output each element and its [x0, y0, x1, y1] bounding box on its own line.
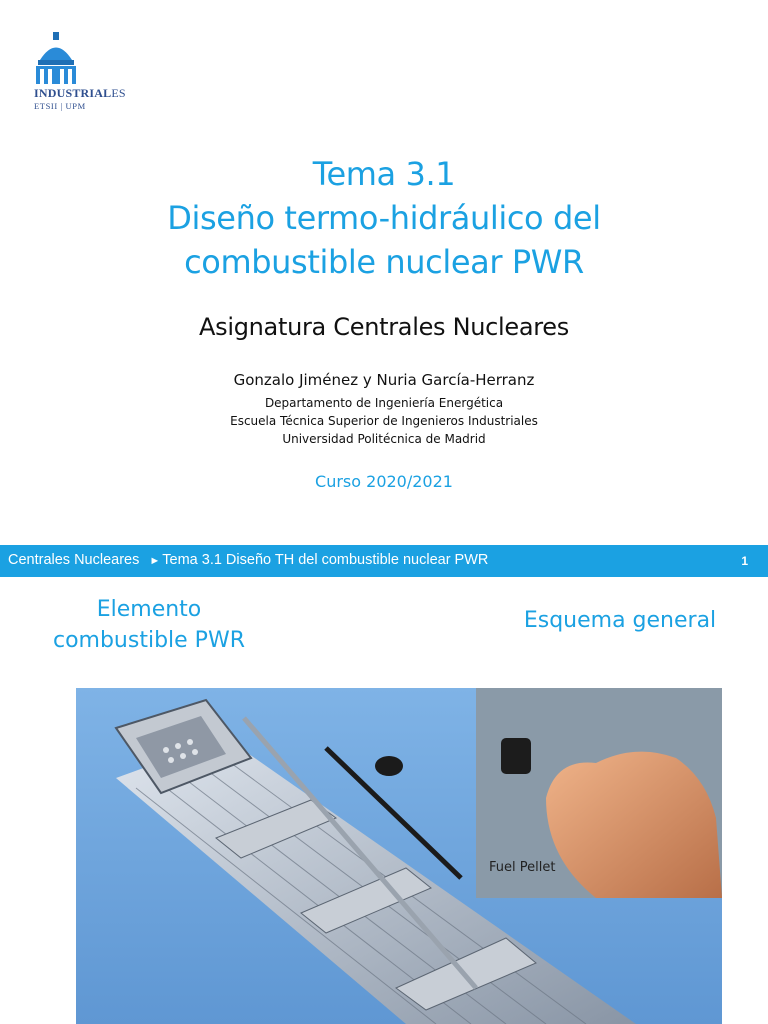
fuel-assembly-illustration — [76, 688, 722, 1024]
title-line-2: Diseño termo-hidráulico del — [167, 199, 601, 237]
affiliation-dept: Departamento de Ingeniería Energética — [264, 396, 504, 410]
title-line-3: combustible nuclear PWR — [184, 243, 584, 281]
subtitle: Asignatura Centrales Nucleares — [199, 313, 569, 341]
breadcrumb-arrow-icon: ► — [149, 555, 161, 567]
fuel-assembly-figure — [76, 688, 722, 1024]
authors: Gonzalo Jiménez y Nuria García-Herranz — [233, 371, 535, 389]
logo-suffix: ES — [111, 86, 126, 100]
page-number: 1 — [741, 554, 748, 568]
dome-icon — [30, 30, 150, 90]
title-line-1: Tema 3.1 — [312, 155, 456, 193]
logo-name: INDUSTRIAL — [34, 86, 112, 100]
header-bar — [0, 545, 768, 577]
breadcrumb-topic: Tema 3.1 Diseño TH del combustible nuclear PWR — [162, 552, 489, 568]
logo-text — [34, 86, 126, 111]
section-left-line-2: combustible PWR — [52, 628, 245, 653]
breadcrumb — [8, 552, 488, 568]
affiliation-school: Escuela Técnica Superior de Ingenieros Industriales — [230, 414, 538, 428]
fuel-pellet-label: Fuel Pellet — [489, 860, 556, 875]
section-title-right: Esquema general — [523, 608, 717, 633]
page-title — [0, 152, 768, 284]
affiliation — [0, 394, 768, 448]
section-title-left — [34, 594, 264, 656]
affiliation-univ: Universidad Politécnica de Madrid — [282, 432, 486, 446]
course-year: Curso 2020/2021 — [315, 472, 453, 491]
logo-sub: ETSII | UPM — [34, 101, 86, 111]
section-left-line-1: Elemento — [96, 597, 202, 622]
breadcrumb-course: Centrales Nucleares — [8, 552, 140, 568]
